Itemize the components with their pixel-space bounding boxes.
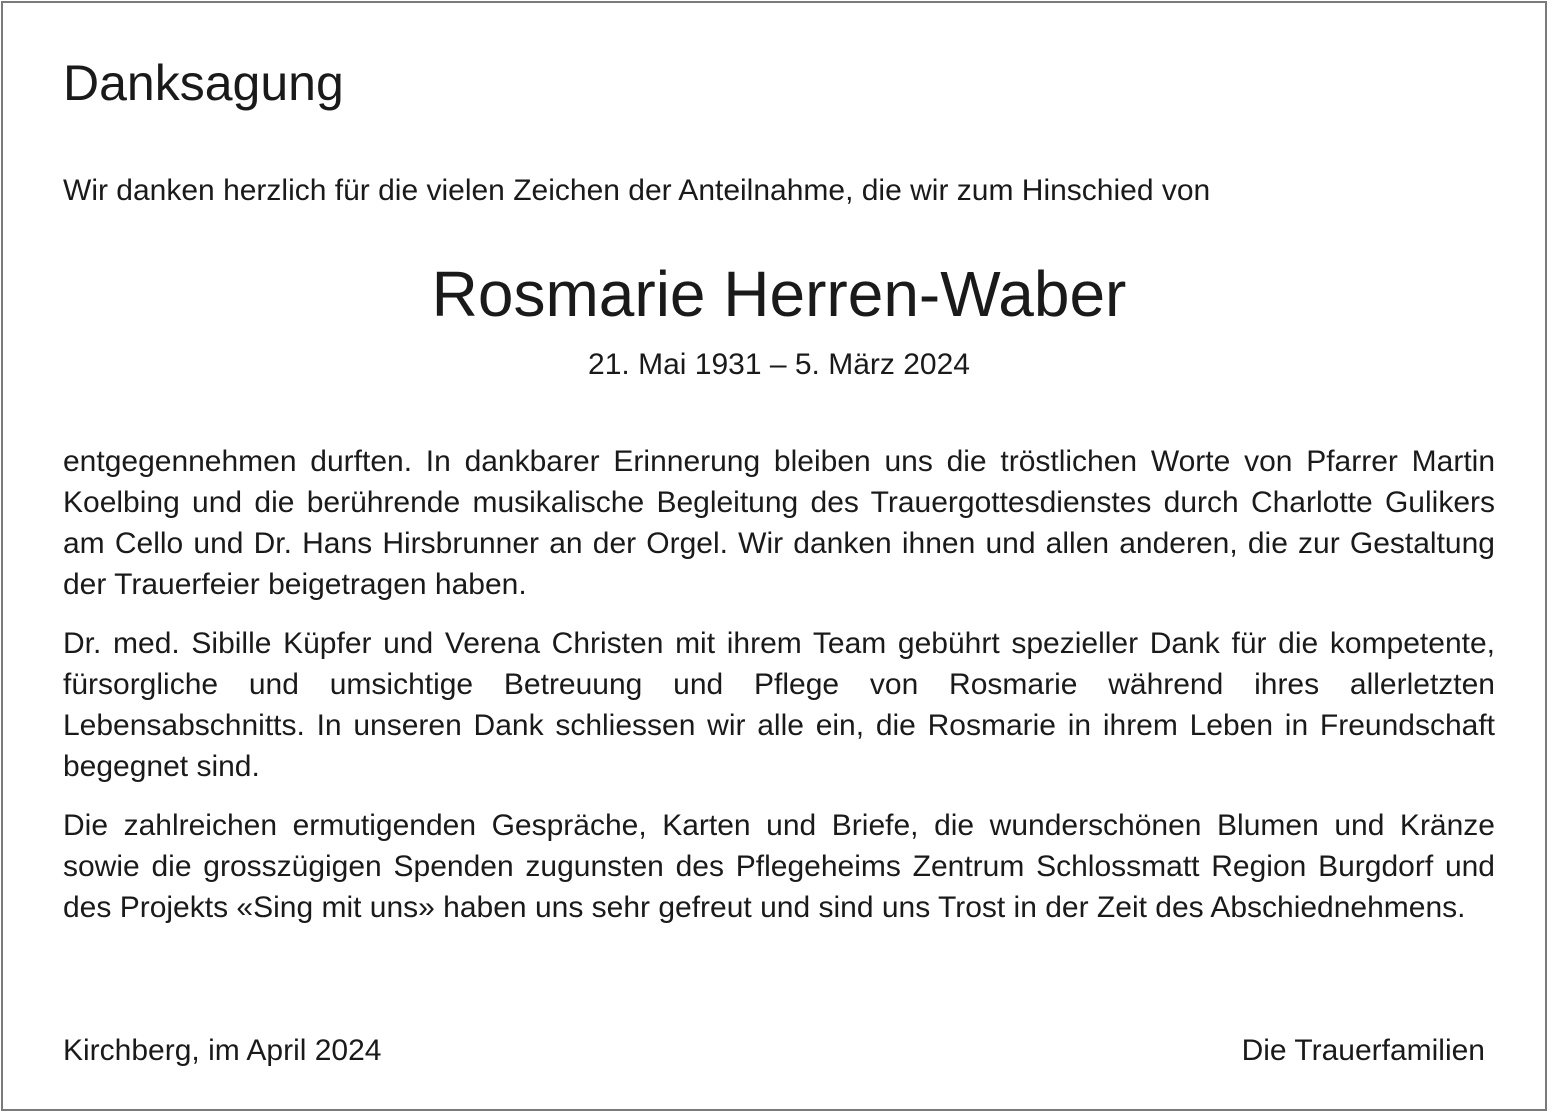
signature: Die Trauerfamilien [1241,1034,1485,1067]
body-paragraph: Die zahlreichen ermutigenden Gespräche, Karten und Briefe, die wunderschönen Blumen und Kränze sowie die grosszügigen Spenden zugunsten des Pflegeheims Zentrum Schlossmatt Region Burgdorf und des Projekts «Sing mit uns» haben uns sehr gefreut und sind uns Trost in der Zeit des Abschiednehmens. [63,809,1495,924]
life-dates: 21. Mai 1931 – 5. März 2024 [588,348,970,381]
notice-heading: Danksagung [63,55,344,111]
body-paragraph: Dr. med. Sibille Küpfer und Verena Christen mit ihrem Team gebührt spezieller Dank für die kompetente, fürsorgliche und umsichtige Betreuung und Pflege von Rosmarie während ihres allerletzten Lebensabschnitts. In unseren Dank schliessen wir alle ein, die Rosmarie in ihrem Leben in Freundschaft begegnet sind. [63,627,1495,783]
notice-body [63,441,1495,946]
place-date: Kirchberg, im April 2024 [63,1034,382,1067]
notice-frame [1,1,1547,1111]
deceased-name: Rosmarie Herren-Waber [431,258,1127,330]
intro-text: Wir danken herzlich für die vielen Zeichen der Anteilnahme, die wir zum Hinschied von [63,174,1211,207]
body-paragraph: entgegennehmen durften. In dankbarer Erinnerung bleiben uns die tröstlichen Worte von Pfarrer Martin Koelbing und die berührende musikalische Begleitung des Trauergottesdienstes durch Charlotte Gulikers am Cello und Dr. Hans Hirsbrunner an der Orgel. Wir danken ihnen und allen anderen, die zur Gestaltung der Trauerfeier beigetragen haben. [63,445,1495,601]
